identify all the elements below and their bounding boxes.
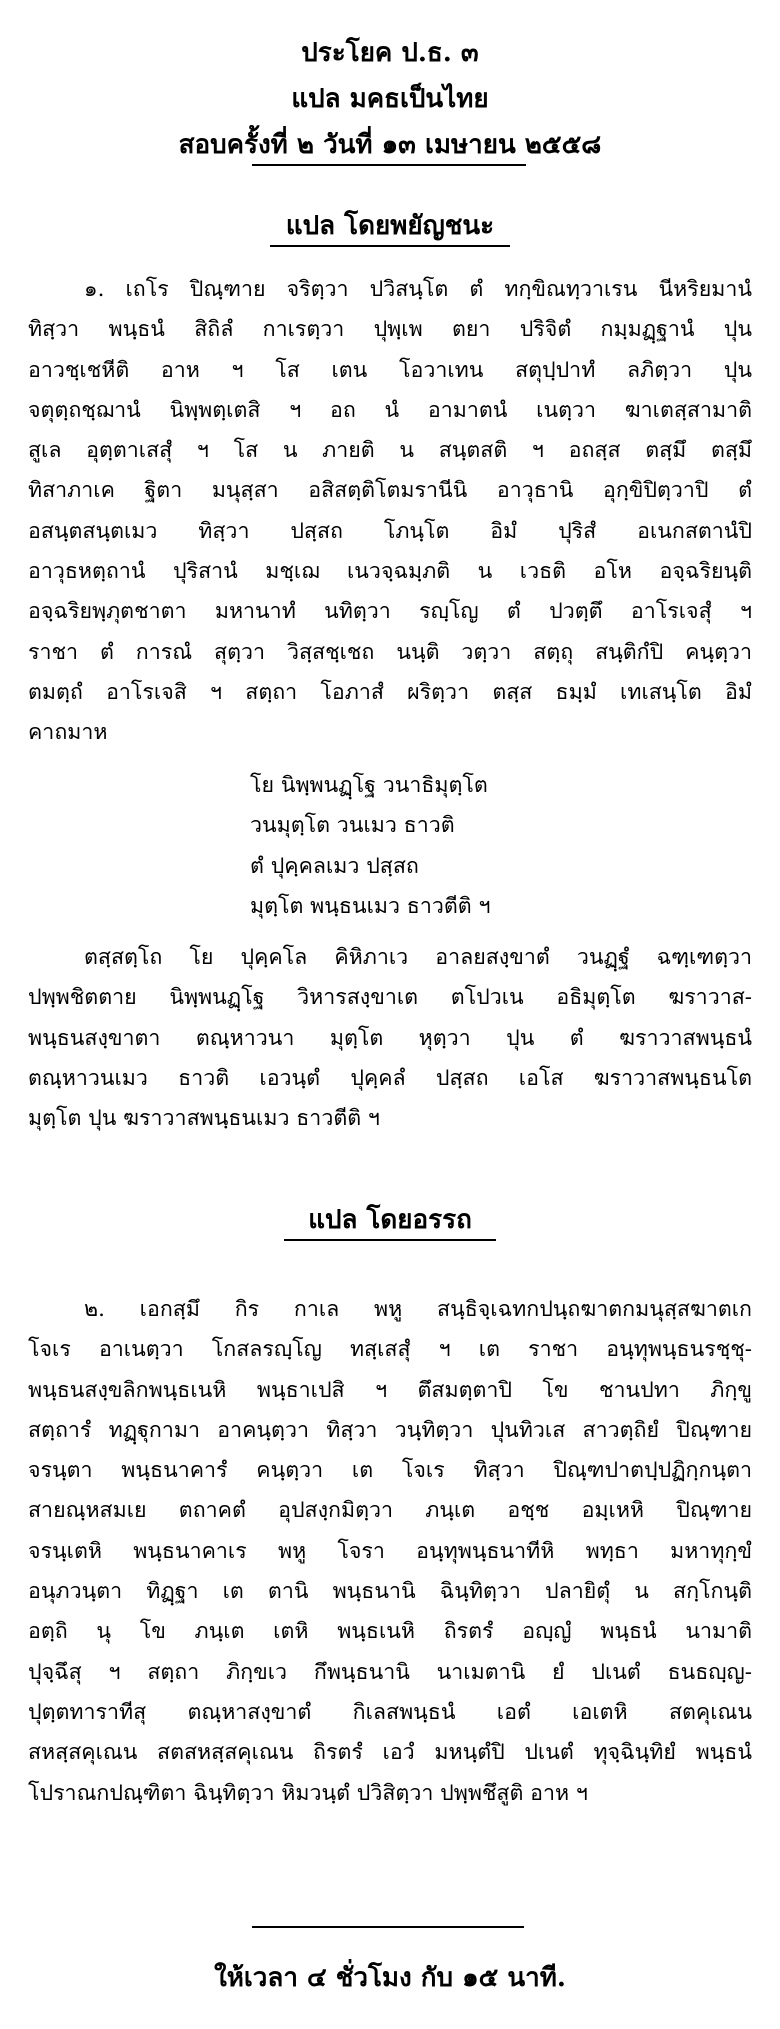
- time-allowed: ให้เวลา ๔ ชั่วโมง กับ ๑๕ นาที.: [214, 1963, 566, 1993]
- text-line: ๑. เถโร ปิณฺฑาย จริตฺวา ปวิสนฺโต ตํ ทกฺขิณทฺวาเรน นีหริยมานํ: [84, 277, 752, 302]
- exam-header: [0, 30, 780, 168]
- text-line: อาวชฺเชหีติ อาห ฯ โส เตน โอวาเทน สตุปฺปาทํ ลภิตฺวา ปุน: [28, 357, 752, 383]
- text-line: ราชา ตํ การณํ สุตฺวา วิสฺสชฺเชถ นนฺติ วตฺวา สตฺถุ สนฺติกํปิ คนฺตฺวา: [28, 639, 752, 665]
- text-line: จรนฺเตหิ พนฺธนาคาเร พหู โจรา อนฺทุพนฺธนาทีหิ พทฺธา มหาทุกฺขํ: [28, 1538, 752, 1564]
- text-line: ปุจฺฉึสุ ฯ สตฺถา ภิกฺขเว กึพนฺธนานิ นาเมตานิ ยํ ปเนตํ ธนธญฺญ-: [28, 1659, 752, 1685]
- header-underline: [252, 164, 526, 166]
- verse-line: วนมุตฺโต วนเมว ธาวติ: [250, 813, 455, 839]
- exam-subject: แปล มคธเป็นไทย: [291, 84, 489, 114]
- text-line: โจเร อาเนตฺวา โกสลรญฺโญ ทสฺเสสุํ ฯ เต ราชา อนฺทุพนฺธนรชฺชุ-: [28, 1337, 752, 1363]
- text-line: ๒. เอกสฺมึ กิร กาเล พหู สนฺธิจฺเฉทกปนฺถฆาตกมนุสฺสฆาตเก: [84, 1297, 752, 1322]
- text-line: จรนฺตา พนฺธนาคารํ คนฺตฺวา เต โจเร ทิสฺวา ปิณฺฑปาตปฺปฏิกฺกนฺตา: [28, 1458, 752, 1484]
- passage-2-paragraph: [28, 1290, 752, 1814]
- text-line: อาวุธหตฺถานํ ปุริสานํ มชฺเฌ เนวจฺฉมฺภติ น เวธติ อโห อจฺฉริยนฺติ: [28, 559, 752, 585]
- text-line: อจฺฉริยพฺภุตชาตา มหานาทํ นทิตฺวา รญฺโญ ตํ ปวตฺตึ อาโรเจสุํ ฯ: [28, 599, 752, 625]
- text-line: อตฺถิ นุ โข ภนฺเต เตหิ พนฺธเนหิ ถิรตรํ อญฺญํ พนฺธนํ นามาติ: [28, 1619, 752, 1645]
- verse-line: ตํ ปุคฺคลเมว ปสฺสถ: [250, 853, 419, 879]
- exam-level: ประโยค ป.ธ. ๓: [301, 38, 479, 68]
- section-title-underline: [270, 245, 510, 247]
- text-line: โปราณกปณฺฑิตา ฉินฺทิตฺวา หิมวนฺตํ ปวิสิตฺวา ปพฺพชึสูติ อาห ฯ: [28, 1780, 588, 1806]
- text-line: อสนฺตสนฺตเมว ทิสฺวา ปสฺสถ โภนฺโต อิมํ ปุริสํ อเนกสตานํปิ: [28, 518, 752, 544]
- passage-1-paragraph: [28, 270, 752, 754]
- section-title-free: แปล โดยอรรถ: [308, 1205, 472, 1235]
- section-title-underline: [284, 1239, 496, 1241]
- text-line: คาถมาห: [28, 720, 108, 746]
- text-line: ตณฺหาวนเมว ธาวติ เอวนฺตํ ปุคฺคลํ ปสฺสถ เอโส ฆราวาสพนฺธนโต: [28, 1065, 752, 1091]
- text-line: พนฺธนสงฺขาตา ตณฺหาวนา มุตฺโต หุตฺวา ปุน ตํ ฆราวาสพนฺธนํ: [28, 1025, 752, 1051]
- text-line: อนุภวนฺตา ทิฏฺฐา เต ตานิ พนฺธนานิ ฉินฺทิตฺวา ปลายิตุํ น สกฺโกนฺติ: [28, 1579, 752, 1605]
- text-line: สตฺถารํ ทฏฺฐุกามา อาคนฺตฺวา ทิสฺวา วนฺทิตฺวา ปุนทิวเส สาวตฺถิยํ ปิณฺฑาย: [28, 1417, 752, 1443]
- text-line: จตุตฺถชฺฌานํ นิพฺพตฺเตสิ ฯ อถ นํ อามาตนํ เนตฺวา ฆาเตสฺสามาติ: [28, 397, 752, 423]
- passage-1-commentary: [28, 938, 752, 1139]
- text-line: ทิสาภาเค ฐิตา มนุสฺสา อสิสตฺติโตมรานีนิ อาวุธานิ อุกฺขิปิตฺวาปิ ตํ: [28, 478, 752, 504]
- text-line: ปพฺพชิตตาย นิพฺพนฏฺโฐ วิหารสงฺขาเต ตโปวเน อธิมุตฺโต ฆราวาส-: [28, 985, 752, 1011]
- text-line: พนฺธนสงฺขลิกพนฺธเนหิ พนฺธาเปสิ ฯ ตึสมตฺตาปิ โข ชานปทา ภิกฺขู: [28, 1377, 752, 1403]
- text-line: สหสฺสคุเณน สตสหสฺสคุเณน ถิรตรํ เอวํ มหนฺตํปิ ปเนตํ ทุจฺฉินฺทิยํ พนฺธนํ: [28, 1740, 752, 1766]
- section-title-literal: แปล โดยพยัญชนะ: [285, 211, 495, 241]
- text-line: มุตฺโต ปุน ฆราวาสพนฺธนเมว ธาวตีติ ฯ: [28, 1106, 380, 1132]
- text-line: ตมตฺถํ อาโรเจสิ ฯ สตฺถา โอภาสํ ผริตฺวา ตสฺส ธมฺมํ เทเสนฺโต อิมํ: [28, 679, 752, 705]
- footer-separator: [252, 1926, 524, 1928]
- verse-line: โย นิพฺพนฏฺโฐ วนาธิมุตฺโต: [250, 773, 488, 798]
- exam-date: สอบครั้งที่ ๒ วันที่ ๑๓ เมษายน ๒๕๕๘: [178, 130, 602, 160]
- text-line: ปุตฺตทาราทีสุ ตณฺหาสงฺขาตํ กิเลสพนฺธนํ เอตํ เอเตหิ สตคุเณน: [28, 1699, 752, 1725]
- text-line: สายณฺหสมเย ตถาคตํ อุปสงฺกมิตฺวา ภนฺเต อชฺช อมฺเหหิ ปิณฺฑาย: [28, 1498, 752, 1524]
- verse-line: มุตฺโต พนฺธนเมว ธาวตีติ ฯ: [250, 893, 491, 919]
- verse-stanza: [250, 766, 730, 927]
- text-line: ตสฺสตฺโถ โย ปุคฺคโล คิหิภาเว อาลยสงฺขาตํ วนฏฺฐํ ฉฑฺเฑตฺวา: [84, 945, 752, 970]
- text-line: สูเล อุตฺตาเสสุํ ฯ โส น ภายติ น สนฺตสติ ฯ อถสฺส ตสฺมึ ตสฺมึ: [28, 438, 752, 464]
- text-line: ทิสฺวา พนฺธนํ สิถิลํ กาเรตฺวา ปุพฺเพ ตยา ปริจิตํ กมฺมฏฺฐานํ ปุน: [28, 317, 752, 343]
